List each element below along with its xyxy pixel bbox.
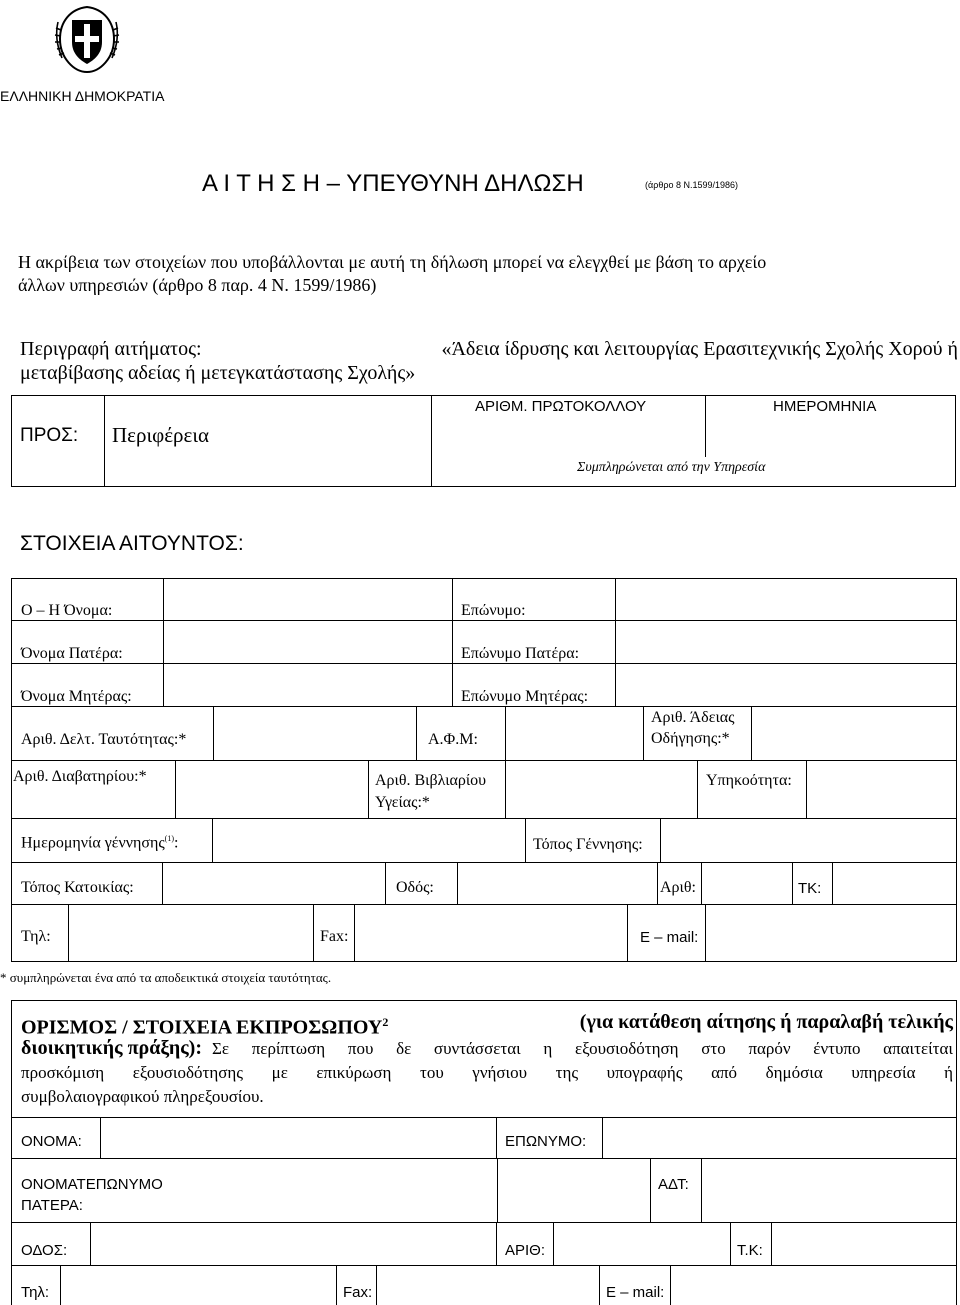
email-label: E – mail: (640, 929, 699, 946)
birth-date-colon: : (173, 834, 179, 852)
representative-instructions-line-2: προσκόμιση εξουσιοδότησης με επικύρωση του γνήσιου της υπογραφής από δημόσια υπηρεσία ή (21, 1063, 953, 1082)
mother-name-label: Όνομα Μητέρας: (21, 688, 132, 705)
id-card-number-label: Αριθ. Δελτ. Ταυτότητας:* (21, 731, 187, 748)
birth-date-label-text: Ημερομηνία γέννησης (21, 834, 165, 852)
driving-license-label-line-1: Αριθ. Άδειας (651, 709, 735, 726)
representative-heading-text: ΟΡΙΣΜΟΣ / ΣΤΟΙΧΕΙΑ ΕΚΠΡΟΣΩΠΟΥ (21, 1016, 383, 1039)
greek-emblem-logo (50, 2, 124, 76)
health-booklet-label-line-1: Αριθ. Βιβλιαρίου (375, 772, 487, 789)
father-name-label: Όνομα Πατέρα: (21, 645, 123, 662)
applicant-surname-label: Επώνυμο: (461, 602, 526, 619)
postal-code-label: ΤΚ: (798, 880, 822, 897)
rep-email-label: E – mail: (606, 1284, 665, 1301)
date-label: ΗΜΕΡΟΜΗΝΙΑ (773, 398, 877, 415)
nationality-label: Υπηκοότητα: (706, 772, 792, 789)
request-description-line-1 (20, 338, 958, 361)
rep-father-label-line-1: ΟΝΟΜΑΤΕΠΩΝΥΜΟ (21, 1176, 163, 1193)
accuracy-note-line-2: άλλων υπηρεσιών (άρθρο 8 παρ. 4 Ν. 1599/1986) (18, 275, 377, 295)
applicant-section-title: ΣΤΟΙΧΕΙΑ ΑΙΤΟΥΝΤΟΣ: (20, 532, 244, 555)
recipient-label: ΠΡΟΣ: (20, 425, 79, 446)
representative-heading-purpose-end: διοικητικής πράξης): (21, 1037, 202, 1059)
health-booklet-label-line-2: Υγείας:* (375, 794, 430, 811)
accuracy-note-line-1: Η ακρίβεια των στοιχείων που υποβάλλονται με αυτή τη δήλωση μπορεί να ελεγχθεί με βάση το αρχείο (18, 252, 767, 272)
form-title-law-reference: (άρθρο 8 Ν.1599/1986) (645, 180, 738, 190)
rep-phone-label: Τηλ: (21, 1284, 50, 1301)
passport-number-label: Αριθ. Διαβατηρίου:* (13, 768, 147, 785)
rep-fax-label: Fax: (343, 1284, 373, 1301)
rep-name-label: ΟΝΟΜΑ: (21, 1133, 82, 1150)
mother-surname-label: Επώνυμο Μητέρας: (461, 688, 589, 705)
identity-footnote: * συμπληρώνεται ένα από τα αποδεικτικά στοιχεία ταυτότητας. (0, 970, 332, 985)
fax-label: Fax: (320, 928, 349, 945)
request-description-line-2: μεταβίβασης αδείας ή μετεγκατάστασης Σχολής» (20, 362, 416, 384)
rep-street-label: ΟΔΟΣ: (21, 1242, 68, 1259)
rep-street-number-label: ΑΡΙΘ: (505, 1242, 546, 1259)
representative-footnote-mark: 2 (382, 1015, 389, 1029)
form-title: Α Ι Τ Η Σ Η – ΥΠΕΥΘΥΝΗ ΔΗΛΩΣΗ (202, 170, 584, 197)
request-description-value: «Άδεια ίδρυσης και λειτουργίας Ερασιτεχνικής Σχολής Χορού ή (441, 338, 958, 360)
tax-number-label: Α.Φ.Μ: (428, 731, 478, 748)
representative-instructions-line-1: Σε περίπτωση που δε συντάσσεται η εξουσιοδότηση στο παρόν έντυπο απαιτείται (211, 1039, 953, 1058)
rep-postal-code-label: Τ.Κ: (737, 1242, 763, 1259)
residence-label: Τόπος Κατοικίας: (21, 879, 134, 896)
father-surname-label: Επώνυμο Πατέρα: (461, 645, 580, 662)
birth-place-label: Τόπος Γέννησης: (533, 836, 643, 853)
applicant-name-label: Ο – Η Όνομα: (21, 602, 113, 619)
representative-heading-line-2 (21, 1036, 953, 1061)
rep-father-label-line-2: ΠΑΤΕΡΑ: (21, 1197, 83, 1214)
birth-date-label (21, 834, 178, 852)
recipient-value: Περιφέρεια (112, 423, 210, 447)
rep-id-card-label: ΑΔΤ: (658, 1176, 689, 1193)
birth-date-footnote-mark: (1) (164, 834, 174, 843)
country-name: ΕΛΛΗΝΙΚΗ ΔΗΜΟΚΡΑΤΙΑ (0, 88, 165, 104)
rep-surname-label: ΕΠΩΝΥΜΟ: (505, 1133, 587, 1150)
street-number-label: Αριθ: (660, 879, 696, 896)
driving-license-label-line-2: Οδήγησης:* (651, 730, 730, 747)
request-description-label: Περιγραφή αιτήματος: (20, 338, 202, 360)
representative-instructions-line-3: συμβολαιογραφικού πληρεξουσίου. (21, 1087, 264, 1106)
service-use-note: Συμπληρώνεται από την Υπηρεσία (577, 460, 766, 475)
street-label: Οδός: (396, 879, 434, 896)
protocol-number-label: ΑΡΙΘΜ. ΠΡΩΤΟΚΟΛΛΟΥ (475, 398, 647, 415)
phone-label: Τηλ: (21, 928, 51, 945)
representative-heading-purpose: (για κατάθεση αίτησης ή παραλαβή τελικής (579, 1011, 953, 1033)
